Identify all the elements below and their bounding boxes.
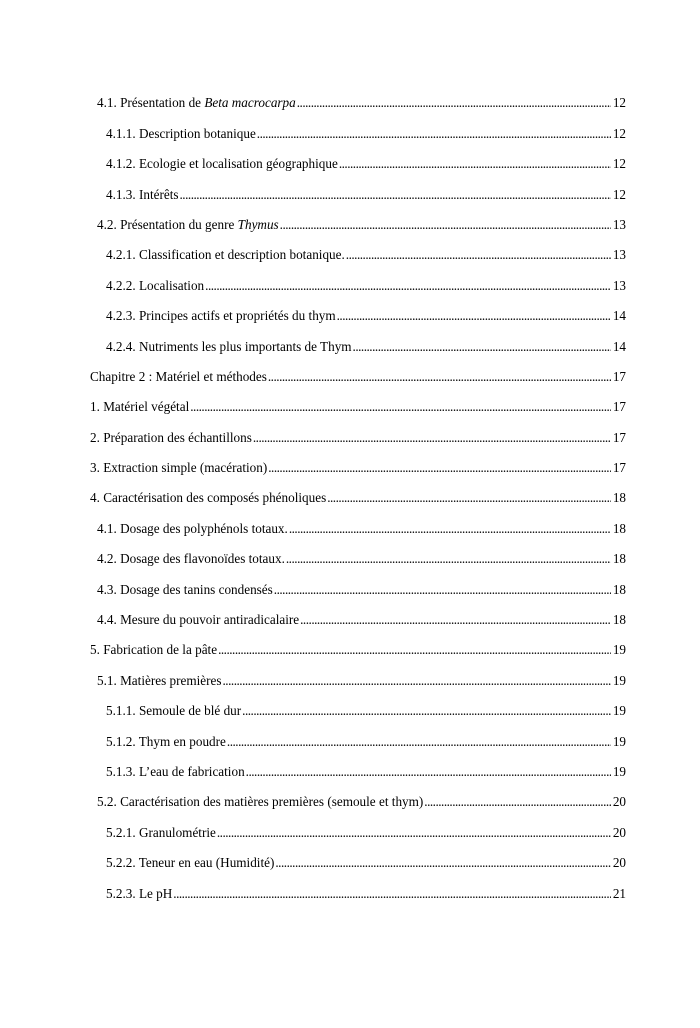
toc-dot-leader (180, 187, 611, 205)
toc-entry[interactable] (0, 296, 700, 326)
toc-entry[interactable] (0, 660, 700, 690)
toc-page-number: 19 (612, 763, 626, 779)
toc-page-number: 17 (612, 399, 626, 415)
toc-dot-leader (173, 886, 611, 904)
toc-page-number: 12 (612, 125, 626, 141)
toc-dot-leader (280, 217, 611, 235)
toc-entry[interactable] (0, 174, 700, 204)
toc-entry-title-text: 5. Fabrication de la pâte (90, 642, 218, 658)
toc-entry-title-text: 4.3. Dosage des tanins condensés (97, 581, 273, 597)
toc-page-number: 13 (612, 247, 626, 263)
toc-page-number: 17 (612, 429, 626, 445)
toc-entry-title (106, 764, 245, 782)
toc-page-number: 18 (612, 612, 626, 628)
toc-dot-leader (275, 855, 610, 873)
toc-entry-title-text: 4.2.1. Classification et description botanique. (106, 247, 345, 263)
toc-entry-title-text: 3. Extraction simple (macération) (90, 460, 268, 476)
toc-entry-title (106, 855, 274, 873)
toc-entry[interactable] (0, 873, 700, 903)
toc-entry-title-text: 4.4. Mesure du pouvoir antiradicalaire (97, 612, 300, 628)
toc-entry[interactable] (0, 357, 700, 387)
toc-entry[interactable] (0, 265, 700, 295)
toc-entry[interactable] (0, 387, 700, 417)
toc-dot-leader (246, 764, 611, 782)
toc-dot-leader (268, 460, 611, 478)
toc-entry-title-text: 5.2.3. Le pH (106, 885, 173, 901)
toc-entry-title-text: 5.1.3. L’eau de fabrication (106, 763, 245, 779)
toc-page-number: 20 (612, 794, 626, 810)
toc-entry-title-text: 4.1.3. Intérêts (106, 186, 179, 202)
toc-dot-leader (257, 126, 611, 144)
toc-page-number: 18 (612, 490, 626, 506)
toc-entry-title (106, 886, 172, 904)
toc-page-number: 17 (612, 460, 626, 476)
toc-entry-title (90, 399, 189, 417)
toc-entry-title-text: 4.2.4. Nutriments les plus importants de Thym (106, 338, 352, 354)
toc-entry-title-text: 4.1.1. Description botanique (106, 125, 256, 141)
toc-entry-title-text: 5.2.2. Teneur en eau (Humidité) (106, 855, 275, 871)
toc-entry[interactable] (0, 144, 700, 174)
toc-page-number: 12 (612, 95, 626, 111)
toc-entry-title (106, 126, 256, 144)
toc-dot-leader (346, 247, 611, 265)
toc-entry-title (90, 460, 267, 478)
toc-entry-title (97, 95, 296, 113)
toc-dot-leader (289, 521, 611, 539)
toc-dot-leader (327, 490, 611, 508)
toc-entry-title (106, 703, 241, 721)
toc-entry-title (90, 369, 267, 387)
toc-dot-leader (217, 825, 611, 843)
toc-entry-title (90, 642, 217, 660)
toc-page-number: 19 (612, 642, 626, 658)
toc-dot-leader (227, 734, 611, 752)
toc-entry-title-text: 5.2. Caractérisation des matières premières (semoule et thym) (97, 794, 424, 810)
toc-entry[interactable] (0, 478, 700, 508)
toc-dot-leader (286, 551, 611, 569)
toc-entry[interactable] (0, 600, 700, 630)
toc-entry[interactable] (0, 83, 700, 113)
toc-page-number: 12 (612, 186, 626, 202)
toc-entry[interactable] (0, 812, 700, 842)
toc-entry[interactable] (0, 539, 700, 569)
toc-dot-leader (297, 95, 611, 113)
toc-entry-title-text: 1. Matériel végétal (90, 399, 190, 415)
toc-entry-title (97, 551, 285, 569)
toc-entry-title (106, 308, 336, 326)
toc-dot-leader (205, 278, 611, 296)
toc-entry-title (97, 612, 299, 630)
toc-entry[interactable] (0, 782, 700, 812)
toc-entry-title (106, 734, 226, 752)
toc-entry-title (97, 582, 273, 600)
toc-entry-title-text: 5.1. Matières premières (97, 672, 222, 688)
toc-entry-title-text: 5.2.1. Granulométrie (106, 824, 216, 840)
toc-page-number: 19 (612, 703, 626, 719)
toc-page-number: 19 (612, 733, 626, 749)
toc-entry[interactable] (0, 417, 700, 447)
toc-entry-title (90, 490, 326, 508)
toc-entry-title (97, 794, 423, 812)
toc-page-number: 18 (612, 520, 626, 536)
toc-entry-title-text: 4.2.2. Localisation (106, 277, 205, 293)
toc-entry[interactable] (0, 843, 700, 873)
toc-page-number: 21 (612, 885, 626, 901)
toc-entry-title-text: 4.1. Dosage des polyphénols totaux. (97, 520, 288, 536)
toc-entry[interactable] (0, 508, 700, 538)
toc-page-number: 19 (612, 672, 626, 688)
toc-page-number: 12 (612, 156, 626, 172)
toc-entry-title (106, 825, 216, 843)
toc-entry-title-italic: Thymus (237, 216, 279, 232)
toc-dot-leader (424, 794, 611, 812)
toc-entry[interactable] (0, 752, 700, 782)
toc-entry-title-text: 2. Préparation des échantillons (90, 429, 252, 445)
toc-entry-title-text: 4. Caractérisation des composés phénoliques (90, 490, 327, 506)
toc-entry-title (90, 430, 252, 448)
toc-entry-title (106, 339, 352, 357)
toc-entry-title-text: 4.1. Présentation de (97, 95, 205, 111)
toc-entry-title-text: Chapitre 2 : Matériel et méthodes (90, 368, 267, 384)
toc-page-number: 18 (612, 581, 626, 597)
toc-dot-leader (218, 642, 611, 660)
toc-entry-title-text: 5.1.1. Semoule de blé dur (106, 703, 242, 719)
toc-entry[interactable] (0, 205, 700, 235)
toc-dot-leader (268, 369, 611, 387)
toc-entry[interactable] (0, 721, 700, 751)
toc-entry[interactable] (0, 691, 700, 721)
toc-page-number: 13 (612, 216, 626, 232)
toc-entry-title (97, 521, 288, 539)
toc-entry-title (106, 187, 179, 205)
toc-entry-title (106, 278, 204, 296)
toc-dot-leader (253, 430, 611, 448)
toc-page-number: 17 (612, 368, 626, 384)
toc-entry-title-text: 4.1.2. Ecologie et localisation géographique (106, 156, 338, 172)
toc-entry-title-italic: Beta macrocarpa (204, 95, 296, 111)
toc-dot-leader (223, 673, 611, 691)
toc-dot-leader (300, 612, 611, 630)
toc-entry[interactable] (0, 113, 700, 143)
toc-dot-leader (190, 399, 611, 417)
toc-entry-title-text: 4.2. Présentation du genre (97, 216, 238, 232)
toc-dot-leader (353, 339, 611, 357)
toc-dot-leader (339, 156, 611, 174)
toc-entry-title-text: 4.2. Dosage des flavonoïdes totaux. (97, 551, 285, 567)
toc-entry-title-text: 5.1.2. Thym en poudre (106, 733, 226, 749)
toc-page-number: 13 (612, 277, 626, 293)
toc-entry[interactable] (0, 630, 700, 660)
toc-entry-title (97, 217, 279, 235)
toc-dot-leader (242, 703, 611, 721)
toc-page-number: 14 (612, 338, 626, 354)
toc-dot-leader (337, 308, 611, 326)
toc-entry-title (97, 673, 222, 691)
toc-entry-title-text: 4.2.3. Principes actifs et propriétés du thym (106, 308, 336, 324)
toc-entry[interactable] (0, 569, 700, 599)
toc-entry-title (106, 247, 345, 265)
toc-entry-title (106, 156, 338, 174)
toc-page-number: 20 (612, 824, 626, 840)
toc-entry[interactable] (0, 235, 700, 265)
toc-entry[interactable] (0, 326, 700, 356)
toc-page-number: 18 (612, 551, 626, 567)
toc-entry[interactable] (0, 448, 700, 478)
toc-page-number: 14 (612, 308, 626, 324)
toc-dot-leader (274, 582, 611, 600)
toc-page-number: 20 (612, 855, 626, 871)
table-of-contents (0, 83, 700, 904)
